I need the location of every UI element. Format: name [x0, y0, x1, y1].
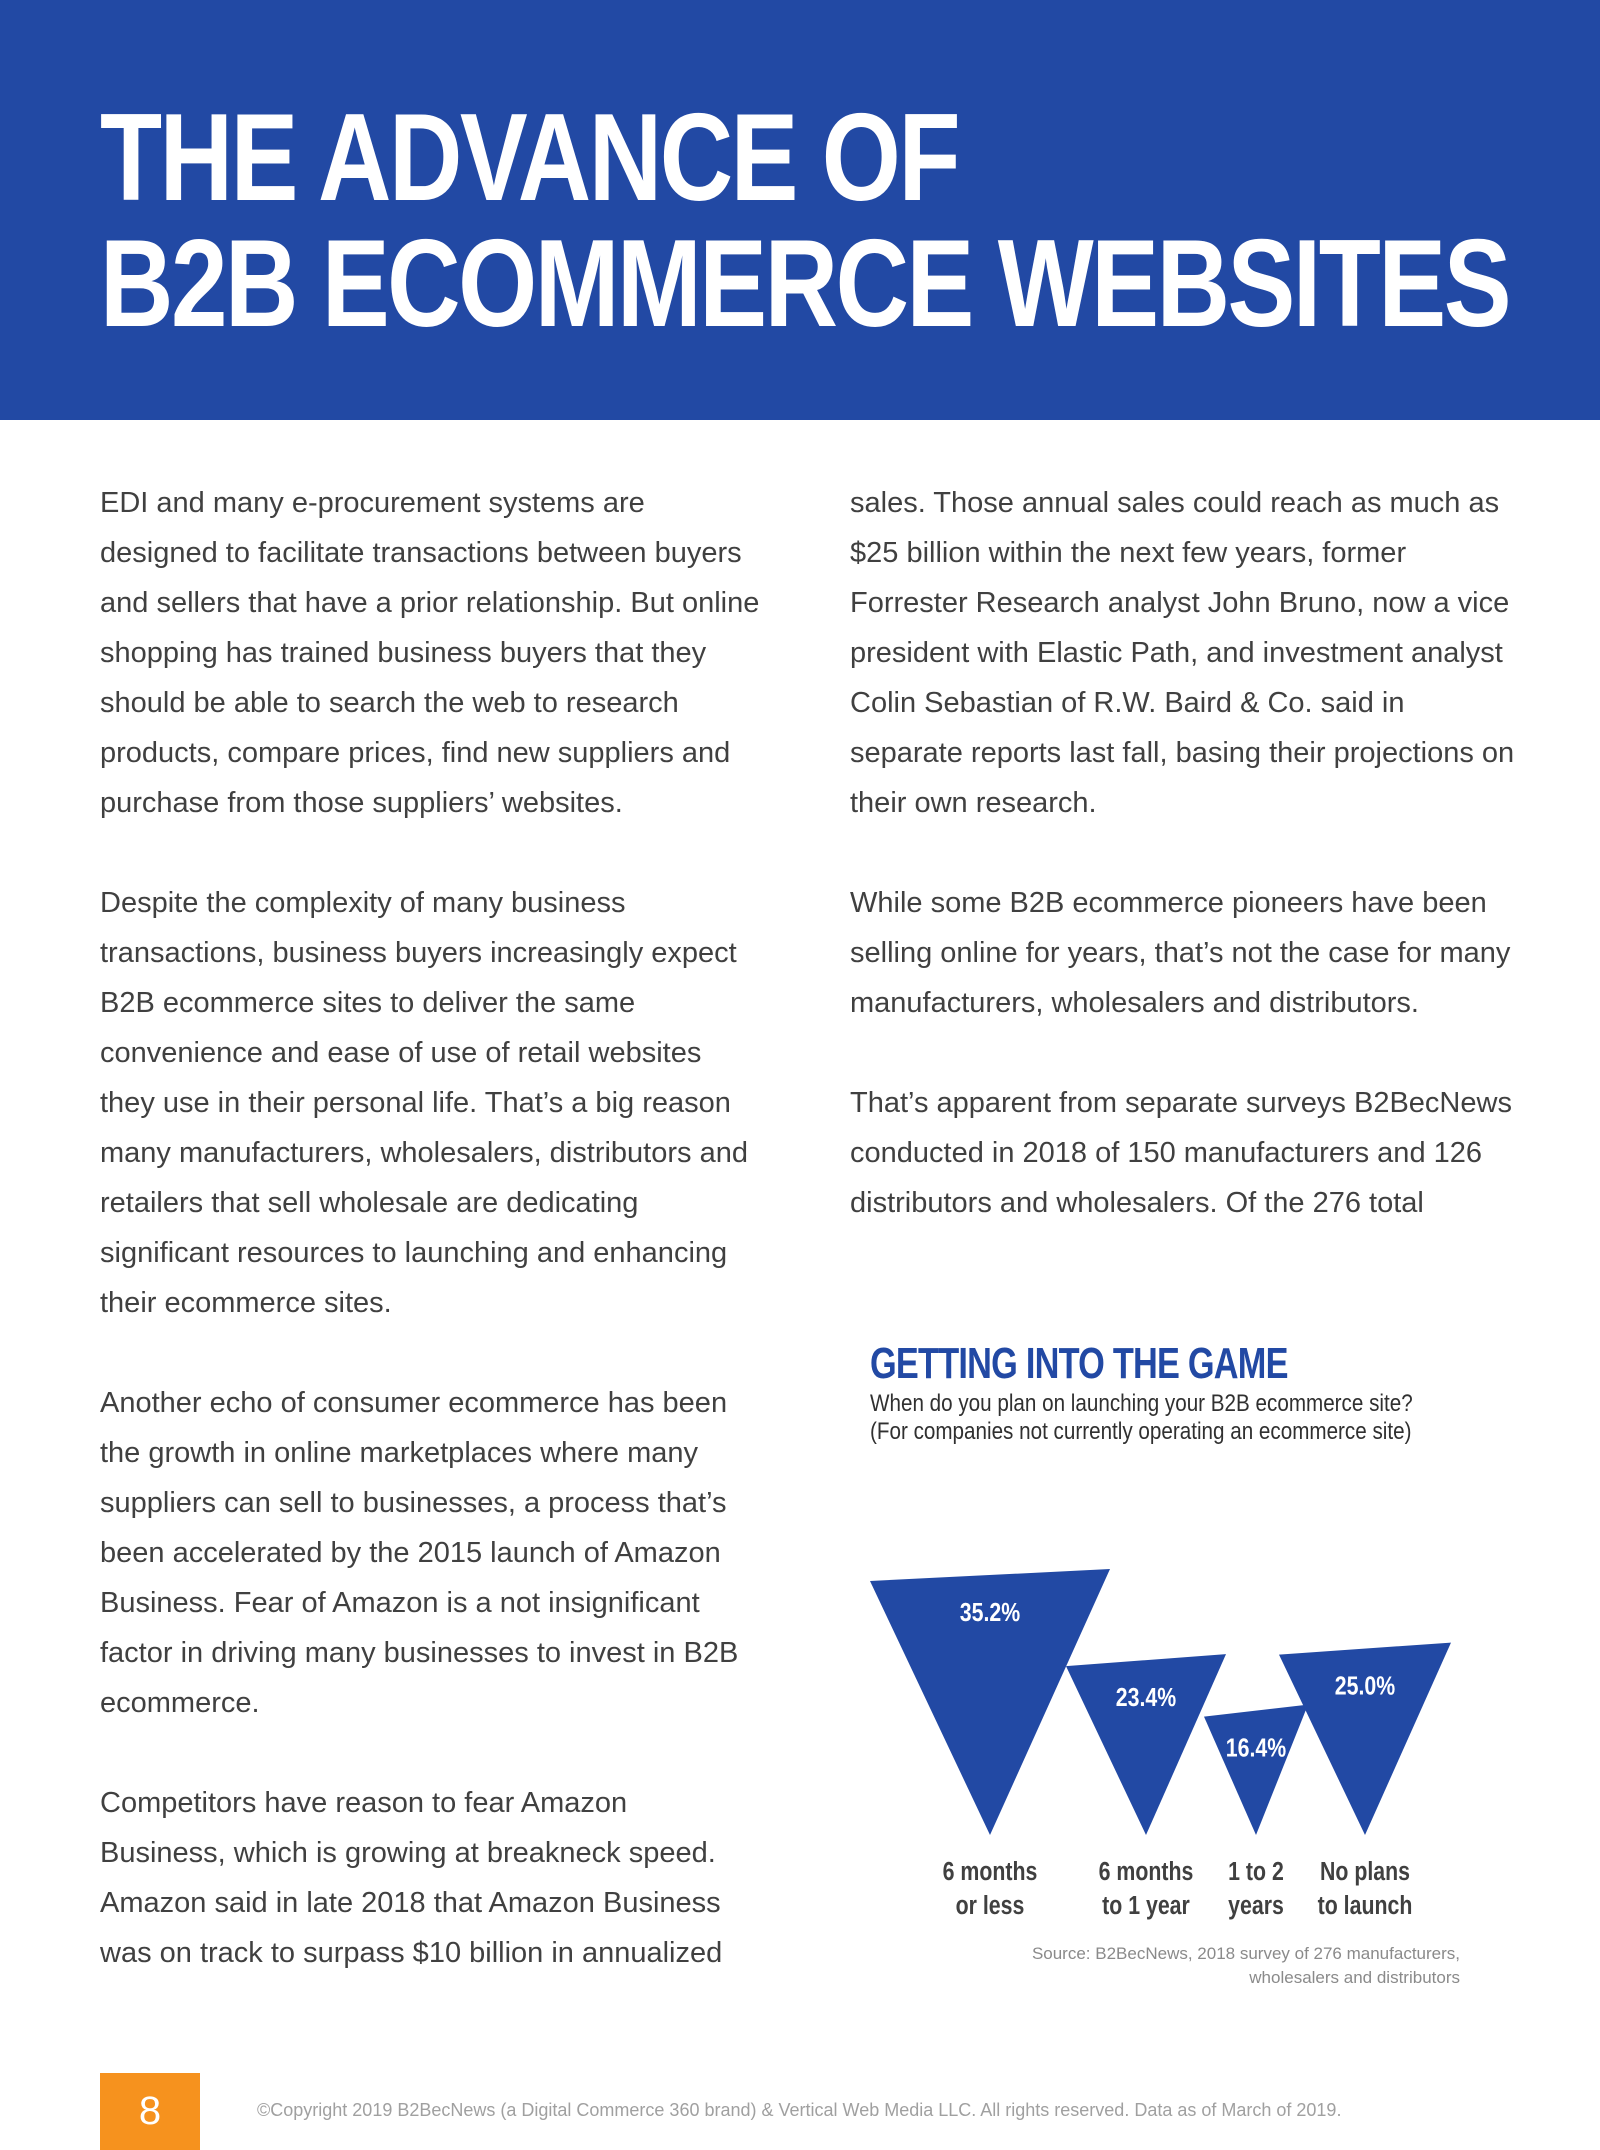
chart-data-label: 25.0%: [1334, 1671, 1396, 1702]
article-paragraph: While some B2B ecommerce pioneers have been selling online for years, that’s not the case for many manufacturers, wholesalers and distributors.: [850, 887, 1511, 1019]
launch-timing-chart: [860, 1340, 1480, 2000]
chart-category-label: No plans: [1320, 1857, 1410, 1887]
article-paragraph: Competitors have reason to fear Amazon Business, which is growing at breakneck speed. Amazon said in late 2018 that Amazon Business was on track to surpass $10 billion in annualized: [100, 1787, 723, 1969]
article-paragraph: sales. Those annual sales could reach as much as $25 billion within the next few years, former Forrester Research analyst John Bruno, now a vice president with Elastic Path, and investment analyst Colin Sebastian of R.W. Baird & Co. said in separate reports last fall, basing their projections on their own research.: [850, 487, 1515, 819]
chart-category-label: 6 months: [1098, 1857, 1194, 1887]
chart-category-label: 6 months: [942, 1857, 1038, 1887]
page-title: [100, 89, 1510, 353]
chart-category-label: 1 to 2: [1228, 1857, 1284, 1887]
page-title-line-1: THE ADVANCE OF: [100, 89, 959, 227]
article-paragraph: EDI and many e-procurement systems are designed to facilitate transactions between buyers and sellers that have a prior relationship. But online shopping has trained business buyers that they should be able to search the web to research products, compare prices, find new suppliers and purchase from those suppliers’ websites.: [100, 487, 760, 819]
chart-data-label: 35.2%: [959, 1598, 1021, 1628]
chart-category-label: years: [1228, 1891, 1284, 1921]
page-number-badge: 8: [100, 2073, 200, 2150]
chart-bar: [1066, 1654, 1226, 1835]
chart-category-label: to 1 year: [1102, 1891, 1190, 1921]
chart-data-label: 23.4%: [1115, 1683, 1177, 1713]
chart-subtitle-note: (For companies not currently operating an ecommerce site): [870, 1418, 1412, 1445]
chart-title: GETTING INTO THE GAME: [870, 1339, 1288, 1388]
chart-source-line: Source: B2BecNews, 2018 survey of 276 manufacturers,: [1031, 1944, 1460, 1963]
article-left-column: [100, 478, 760, 2028]
article-paragraph: That’s apparent from separate surveys B2BecNews conducted in 2018 of 150 manufacturers and 126 distributors and wholesalers. Of the 276 total: [850, 1087, 1512, 1219]
chart-subtitle: When do you plan on launching your B2B ecommerce site?: [870, 1390, 1413, 1417]
page-title-line-2: B2B ECOMMERCE WEBSITES: [100, 215, 1510, 353]
chart-bar: [1204, 1705, 1308, 1835]
article-paragraph: Despite the complexity of many business transactions, business buyers increasingly expect B2B ecommerce sites to deliver the same convenience and ease of use of retail websites they use in their personal life. That’s a big reason many manufacturers, wholesalers, distributors and retailers that sell wholesale are dedicating significant resources to launching and enhancing their ecommerce sites.: [100, 887, 748, 1319]
chart-source: [960, 1942, 1460, 1990]
chart-data-label: 16.4%: [1225, 1733, 1287, 1764]
chart-source-line: wholesalers and distributors: [1249, 1968, 1460, 1987]
chart-plot: [860, 1340, 1480, 1940]
chart-category-label: or less: [955, 1891, 1025, 1921]
article-right-column: [850, 478, 1520, 1278]
chart-category-label: to launch: [1317, 1891, 1413, 1921]
footer-copyright: ©Copyright 2019 B2BecNews (a Digital Commerce 360 brand) & Vertical Web Media LLC. All rights reserved. Data as of March of 2019.: [257, 2100, 1342, 2120]
article-paragraph: Another echo of consumer ecommerce has been the growth in online marketplaces where many suppliers can sell to businesses, a process that’s been accelerated by the 2015 launch of Amazon Business. Fear of Amazon is a not insignificant factor in driving many businesses to invest in B2B ecommerce.: [100, 1387, 739, 1719]
header-banner: [0, 0, 1600, 420]
